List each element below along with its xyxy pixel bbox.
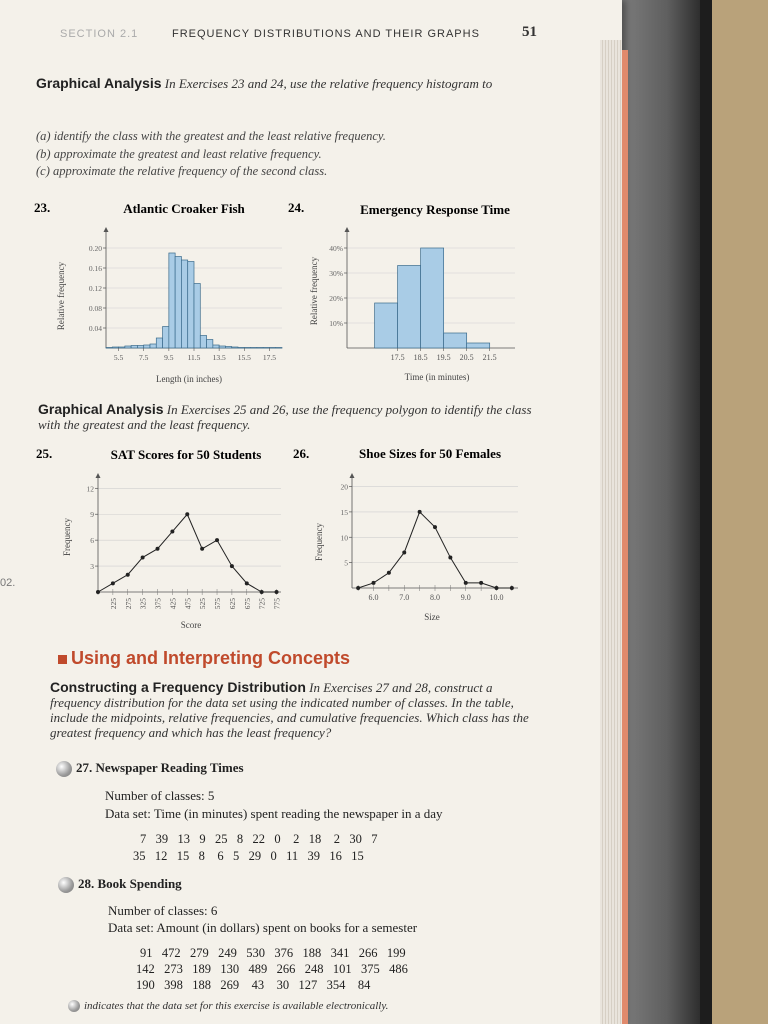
instruction-item: (c) approximate the relative frequency of the second class. <box>36 164 328 178</box>
data-point <box>230 564 234 568</box>
exercise-number: 23. <box>34 200 51 215</box>
histogram-bar <box>144 345 150 348</box>
x-axis-label: Size <box>424 612 440 622</box>
y-axis-label: Relative frequency <box>56 261 66 331</box>
exercise-number: 27. <box>76 760 93 775</box>
data-point <box>387 571 391 575</box>
instruction-list <box>36 128 536 181</box>
histogram-bar <box>163 327 169 349</box>
axis-arrow <box>96 473 101 478</box>
x-axis-label: Score <box>180 620 202 630</box>
cd-icon <box>58 877 74 893</box>
chart-title: Shoe Sizes for 50 Females <box>358 446 502 461</box>
x-tick-label: 375 <box>153 598 163 610</box>
frequency-polygon <box>98 514 277 592</box>
book-edge <box>622 50 628 1024</box>
axis-arrow <box>345 227 350 232</box>
data-point <box>156 547 160 551</box>
x-tick-label: 675 <box>242 598 252 610</box>
histogram-bar <box>263 348 269 349</box>
data-point <box>433 525 437 529</box>
histogram-bar <box>238 348 244 349</box>
histogram-bar <box>200 336 206 349</box>
histogram-bar <box>137 346 143 349</box>
y-tick-label: 10 <box>340 533 348 543</box>
histogram-bar <box>175 257 181 349</box>
data-point <box>479 581 483 585</box>
x-tick-label: 18.5 <box>413 353 428 362</box>
data-point <box>448 556 452 560</box>
histogram-bar <box>150 344 156 348</box>
instruction-item: (a) identify the class with the greatest and the least relative frequency. <box>36 129 386 143</box>
exercise-title: Newspaper Reading Times <box>95 760 244 775</box>
x-tick-label: 425 <box>168 598 178 610</box>
x-tick-label: 525 <box>198 598 208 610</box>
section-square-icon <box>58 655 67 664</box>
y-tick-label: 0.12 <box>88 284 102 293</box>
instruction-item: (b) approximate the greatest and least relative frequency. <box>36 146 322 161</box>
data-point <box>170 530 174 534</box>
y-tick-label: 0.20 <box>88 244 102 253</box>
x-tick-label: 5.5 <box>113 353 124 362</box>
graphical-analysis-text-1: In Exercises 23 and 24, use the relative frequency histogram to <box>164 76 493 91</box>
footnote <box>68 1000 388 1012</box>
histogram-bar <box>232 347 238 348</box>
margin-text: 02. <box>0 577 16 589</box>
histogram-bar <box>398 266 421 349</box>
data-point <box>402 550 406 554</box>
constructing-intro <box>50 680 545 740</box>
exercise-number: 24. <box>288 200 305 215</box>
chart-title: SAT Scores for 50 Students <box>110 447 262 462</box>
y-tick-label: 40% <box>329 244 343 253</box>
axis-arrow <box>350 473 355 478</box>
y-tick-label: 0.08 <box>88 304 102 313</box>
histogram-bar <box>125 346 131 348</box>
histogram-bar <box>188 262 194 349</box>
y-tick-label: 0.04 <box>88 324 102 333</box>
data-row: 35 12 15 8 6 5 29 0 11 39 16 15 <box>133 849 364 863</box>
x-tick-label: 6.0 <box>368 593 379 602</box>
x-axis-label: Length (in inches) <box>156 374 222 384</box>
histogram-bar <box>251 348 257 349</box>
x-tick-label: 21.5 <box>482 353 497 362</box>
y-tick-label: 5 <box>344 558 348 568</box>
x-tick-label: 13.5 <box>212 353 226 362</box>
y-axis-label: Frequency <box>62 518 72 556</box>
histogram-bar <box>257 348 263 349</box>
background-wall <box>712 0 768 1024</box>
data-point <box>200 547 204 551</box>
x-tick-label: 9.0 <box>460 593 471 602</box>
histogram-bar <box>225 347 231 349</box>
polygon-shoe-sizes <box>290 442 545 634</box>
x-tick-label: 17.5 <box>390 353 405 362</box>
plot-area <box>341 473 519 602</box>
y-tick-label: 0.16 <box>88 264 102 273</box>
histogram-bar <box>119 347 125 348</box>
data-point <box>356 586 360 590</box>
histogram-bar <box>207 340 213 349</box>
graphical-analysis-intro-2 <box>38 402 543 432</box>
data-point <box>141 555 145 559</box>
section-heading-text: Using and Interpreting Concepts <box>71 648 351 668</box>
x-tick-label: 625 <box>227 598 237 610</box>
data-row: 7 39 13 9 25 8 22 0 2 18 2 30 7 <box>140 832 378 846</box>
data-point <box>372 581 376 585</box>
data-point <box>275 590 279 594</box>
x-tick-label: 8.0 <box>430 593 440 602</box>
exercise-title: Book Spending <box>97 876 182 891</box>
histogram-bar <box>375 303 398 348</box>
data-point <box>185 512 189 516</box>
exercise-number: 25. <box>36 446 53 461</box>
y-tick-label: 6 <box>90 536 94 546</box>
frequency-polygon <box>358 512 512 588</box>
x-tick-label: 15.5 <box>237 353 251 362</box>
histogram-bar <box>112 347 118 348</box>
y-tick-label: 30% <box>329 269 343 278</box>
data-row: 91 472 279 249 530 376 188 341 266 199 <box>140 946 406 960</box>
exercise-27-classes: Number of classes: 5 <box>105 788 215 803</box>
y-axis-label: Frequency <box>314 523 324 561</box>
y-tick-label: 12 <box>86 484 94 494</box>
y-tick-label: 10% <box>329 319 343 328</box>
graphical-analysis-text-2: In Exercises 25 and 26, use the frequency polygon to identify the class with the greatest and the least frequency. <box>38 402 532 432</box>
y-tick-label: 20% <box>329 294 343 303</box>
x-tick-label: 7.0 <box>399 593 410 602</box>
histogram-bar <box>131 346 137 349</box>
cd-icon <box>56 761 72 777</box>
exercise-27 <box>56 760 244 777</box>
x-tick-label: 19.5 <box>436 353 451 362</box>
data-point <box>96 590 100 594</box>
histogram-bar <box>421 248 444 348</box>
section-label: SECTION 2.1 <box>60 28 139 40</box>
x-tick-label: 325 <box>138 598 148 610</box>
data-point <box>418 510 422 514</box>
x-tick-label: 225 <box>108 598 118 610</box>
exercise-28-classes: Number of classes: 6 <box>108 903 218 918</box>
y-tick-label: 9 <box>90 510 94 520</box>
exercise-28 <box>58 876 182 893</box>
exercise-number: 28. <box>78 876 95 891</box>
histogram-bar <box>169 253 175 348</box>
polygon-sat-scores <box>36 442 298 634</box>
x-tick-label: 275 <box>123 598 133 610</box>
data-point <box>111 581 115 585</box>
x-tick-label: 9.5 <box>164 353 174 362</box>
data-row: 142 273 189 130 489 266 248 101 375 486 <box>136 962 408 976</box>
histogram-bar <box>467 343 490 348</box>
histogram-atlantic-croaker <box>34 196 296 390</box>
data-point <box>215 538 219 542</box>
graphical-analysis-heading-2: Graphical Analysis <box>38 401 164 417</box>
histogram-bar <box>219 346 225 348</box>
y-tick-label: 3 <box>90 562 94 572</box>
header-title: FREQUENCY DISTRIBUTIONS AND THEIR GRAPHS <box>172 28 480 40</box>
histogram-bar <box>276 348 282 349</box>
x-tick-label: 20.5 <box>459 353 474 362</box>
data-point <box>494 586 498 590</box>
data-row: 190 398 188 269 43 30 127 354 84 <box>136 978 371 992</box>
chart-title: Atlantic Croaker Fish <box>123 201 245 216</box>
x-tick-label: 475 <box>183 598 193 610</box>
section-heading <box>58 648 350 669</box>
graphical-analysis-heading-1: Graphical Analysis <box>36 75 162 91</box>
histogram-bar <box>194 284 200 349</box>
data-point <box>464 581 468 585</box>
x-tick-label: 7.5 <box>139 353 149 362</box>
y-tick-label: 20 <box>340 482 348 492</box>
plot-area <box>89 227 282 362</box>
exercise-number: 26. <box>293 446 310 461</box>
histogram-bar <box>181 260 187 348</box>
data-point <box>126 573 130 577</box>
graphical-analysis-intro-1 <box>36 76 541 91</box>
y-axis-label: Relative frequency <box>309 256 319 326</box>
x-tick-label: 11.5 <box>187 353 201 362</box>
histogram-bar <box>106 348 112 349</box>
x-tick-label: 575 <box>213 598 223 610</box>
histogram-bar <box>269 348 275 349</box>
data-point <box>245 581 249 585</box>
histogram-emergency-response <box>285 196 545 390</box>
plot-area <box>329 227 515 362</box>
histogram-bar <box>156 338 162 348</box>
exercise-28-dataset: Data set: Amount (in dollars) spent on books for a semester <box>108 920 418 935</box>
x-tick-label: 775 <box>272 598 282 610</box>
data-point <box>510 586 514 590</box>
plot-area <box>87 473 282 609</box>
data-point <box>260 590 264 594</box>
x-tick-label: 17.5 <box>262 353 276 362</box>
x-tick-label: 10.0 <box>489 593 504 602</box>
cd-icon <box>68 1000 80 1012</box>
histogram-bar <box>244 348 250 349</box>
histogram-bar <box>213 345 219 348</box>
axis-arrow <box>104 227 109 232</box>
chart-title: Emergency Response Time <box>360 202 510 217</box>
footnote-text: indicates that the data set for this exercise is available electronically. <box>84 1000 389 1012</box>
constructing-text: In Exercises 27 and 28, construct a frequency distribution for the data set using the indicated number of classes. In the table, include the midpoints, relative frequencies, and cumulative frequencies. Which class has the greatest frequency and which has the least frequency? <box>50 680 529 740</box>
y-tick-label: 15 <box>340 507 348 517</box>
running-header <box>60 24 550 40</box>
histogram-bar <box>444 333 467 348</box>
constructing-heading: Constructing a Frequency Distribution <box>50 679 306 695</box>
exercise-27-dataset: Data set: Time (in minutes) spent reading the newspaper in a day <box>105 806 443 821</box>
page-edges <box>600 40 622 1024</box>
x-tick-label: 725 <box>257 598 267 610</box>
page-number: 51 <box>522 24 537 40</box>
x-axis-label: Time (in minutes) <box>404 372 470 382</box>
